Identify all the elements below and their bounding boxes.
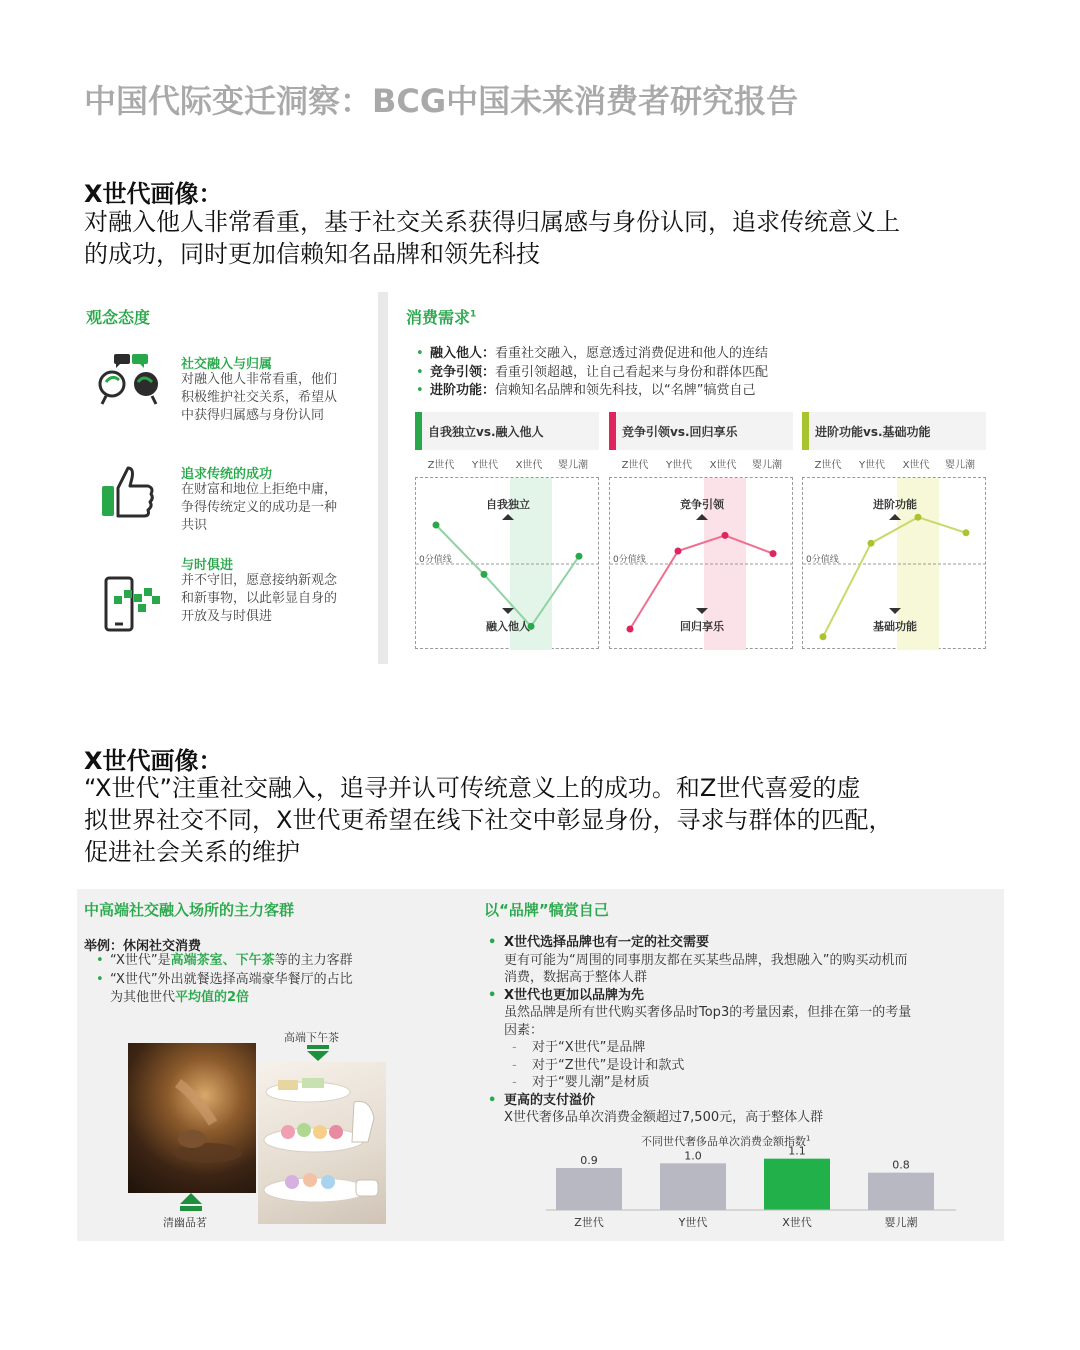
photo2-label: 高端下午茶 — [284, 1031, 339, 1044]
axis-bottom-label: 回归享乐 — [680, 620, 724, 633]
bar — [764, 1159, 830, 1210]
section2-heading: X世代画像： — [84, 747, 223, 775]
left-bullet-highlight: 平均值的2倍 — [175, 990, 250, 1005]
data-point — [722, 532, 729, 539]
generation-label: 婴儿潮 — [752, 460, 782, 471]
section2-body-line: “X世代”注重社交融入，追寻并认可传统意义上的成功。和Z世代喜爱的虚 — [84, 774, 861, 802]
down-arrow-icon — [307, 1045, 329, 1061]
needs-line-chart — [609, 477, 793, 649]
needs-panel — [802, 412, 986, 649]
needs-title-footnote: 1 — [470, 309, 477, 320]
generation-label: Z世代 — [814, 460, 842, 471]
needs-title — [406, 305, 476, 328]
left-bullet — [94, 952, 434, 971]
right-panel-title: 以“品牌”犒赏自己 — [484, 901, 609, 919]
afternoon-tea-photo — [258, 1062, 386, 1224]
axis-top-label: 竞争引领 — [680, 498, 724, 511]
needs-bullet-text: 信赖知名品牌和领先科技，以“名牌”犒赏自己 — [495, 383, 756, 398]
bar — [660, 1163, 726, 1210]
data-point — [820, 633, 827, 640]
generation-labels — [802, 456, 986, 471]
data-point — [868, 540, 875, 547]
section2-body — [84, 772, 892, 868]
attitude-line: 和新事物，以此彰显自身的 — [181, 591, 338, 606]
attitudes-title: 观念态度 — [86, 308, 151, 327]
right-bullet-text: 消费，数据高于整体人群 — [504, 970, 648, 985]
attitude-item-text — [181, 371, 337, 425]
generation-label: Z世代 — [427, 460, 455, 471]
attitude-line: 共识 — [181, 518, 208, 533]
generation-label: X世代 — [515, 460, 543, 471]
column-divider — [378, 292, 388, 664]
up-arrow-icon — [180, 1193, 202, 1213]
needs-bullets — [414, 345, 1014, 401]
bar — [556, 1168, 622, 1210]
data-point — [481, 571, 488, 578]
attitude-line: 积极维护社交关系，希望从 — [181, 390, 338, 405]
bar-value-label: 1.1 — [788, 1144, 806, 1158]
needs-line-chart — [802, 477, 986, 649]
data-point — [627, 626, 634, 633]
sub-bullet: - 对于“X世代”是品牌 — [512, 1040, 646, 1055]
data-point — [770, 550, 777, 557]
needs-panel — [415, 412, 599, 649]
needs-bullet-text: 看重引领超越，让自己看起来与身份和群体匹配 — [495, 364, 769, 380]
mobile-device-icon — [102, 576, 162, 632]
tea-photo — [128, 1043, 256, 1193]
section1-body-line: 对融入他人非常看重，基于社交关系获得归属感与身份认同，追求传统意义上 — [84, 208, 900, 236]
axis-bottom-label: 基础功能 — [873, 620, 917, 633]
left-panel-title: 中高端社交融入场所的主力客群 — [84, 901, 295, 919]
right-bullet-text: 因素： — [504, 1022, 544, 1038]
bar-value-label: 1.0 — [684, 1149, 702, 1163]
needs-bullet — [414, 382, 1014, 401]
bar-category-label: Z世代 — [574, 1216, 604, 1229]
bar-value-label: 0.8 — [892, 1158, 910, 1172]
series-line — [630, 535, 773, 629]
sub-bullet-text: 对于“X世代”是品牌 — [532, 1040, 646, 1055]
needs-bullet — [414, 345, 1014, 364]
generation-labels — [609, 456, 793, 471]
generation-label: X世代 — [902, 460, 930, 471]
axis-top-label: 进阶功能 — [873, 498, 917, 511]
bar-category-label: Y世代 — [678, 1216, 708, 1229]
bar-category-label: X世代 — [782, 1216, 812, 1229]
left-bullet-text: 为其他世代 — [110, 990, 176, 1005]
attitude-line: 并不守旧，愿意接纳新观念 — [181, 573, 338, 588]
example-label: 举例：休闲社交消费 — [84, 939, 202, 954]
needs-panel-title: 竞争引领vs.回归享乐 — [622, 424, 738, 439]
zero-line-label: 0分值线 — [613, 555, 646, 565]
needs-panel-accent — [802, 412, 809, 450]
zero-line-label: 0分值线 — [419, 555, 452, 565]
right-bullet-text: 虽然品牌是所有世代购买奢侈品时Top3的考量因素，但排在第一的考量 — [504, 1005, 912, 1020]
bar-value-label: 0.9 — [580, 1154, 598, 1167]
generation-label: 婴儿潮 — [558, 460, 588, 471]
needs-panel-title: 进阶功能vs.基础功能 — [815, 424, 931, 439]
needs-panel-accent — [415, 412, 422, 450]
right-bullet-title-text: 更高的支付溢价 — [504, 1092, 596, 1108]
needs-panel-accent — [609, 412, 616, 450]
needs-bullet-bold: 融入他人： — [430, 346, 496, 361]
generation-label: Z世代 — [621, 460, 649, 471]
right-bullet-title: • X世代也更加以品牌为先 — [488, 987, 645, 1003]
right-bullet-title-text: X世代选择品牌也有一定的社交需要 — [504, 935, 710, 950]
needs-bullet-bold: 进阶功能： — [430, 383, 496, 398]
attitude-line: 对融入他人非常看重，他们 — [181, 372, 338, 387]
data-point — [675, 548, 682, 555]
generation-labels — [415, 456, 599, 471]
attitude-item-text — [181, 481, 337, 535]
left-bullet-highlight: 高端茶室、下午茶 — [170, 953, 275, 968]
right-bullet-text: 更有可能为“周围的同事朋友都在买某些品牌，我想融入”的购买动机而 — [504, 952, 908, 968]
attitude-item-text — [181, 572, 337, 626]
bar-chart — [536, 1142, 976, 1234]
needs-panel-header — [802, 412, 986, 450]
generation-label: Y世代 — [665, 460, 693, 471]
report-title: 中国代际变迁洞察：BCG中国未来消费者研究报告 — [84, 82, 799, 120]
attitude-item-title: 追求传统的成功 — [181, 467, 273, 482]
thumbs-up-icon — [100, 464, 156, 520]
axis-bottom-label: 融入他人 — [486, 620, 530, 633]
attitude-line: 争得传统定义的成功是一种 — [181, 500, 338, 515]
section2-body-line: 拟世界社交不同，X世代更希望在线下社交中彰显身份，寻求与群体的匹配， — [84, 806, 893, 834]
generation-label: X世代 — [709, 460, 737, 471]
bar-chart-title-footnote: 1 — [806, 1134, 811, 1143]
right-bullet-text: X世代奢侈品单次消费金额超过7,500元，高于整体人群 — [504, 1110, 824, 1125]
social-people-icon — [92, 352, 164, 408]
section2-body-line: 促进社会关系的维护 — [84, 838, 300, 866]
section1-body-line: 的成功，同时更加信赖知名品牌和领先科技 — [84, 240, 540, 268]
photo1-label: 清幽品茗 — [163, 1216, 207, 1229]
left-bullet — [94, 971, 434, 1008]
right-bullet-title-text: X世代也更加以品牌为先 — [504, 987, 645, 1003]
left-panel-bullets — [94, 952, 434, 1008]
generation-label: 婴儿潮 — [945, 460, 975, 471]
right-bullet-title: • X世代选择品牌也有一定的社交需要 — [488, 935, 710, 950]
axis-top-label: 自我独立 — [486, 498, 530, 511]
sub-bullet: - 对于“Z世代”是设计和款式 — [512, 1057, 685, 1073]
needs-line-chart — [415, 477, 599, 649]
attitude-line: 开放及与时俱进 — [181, 609, 273, 624]
attitude-item-title: 与时俱进 — [181, 558, 234, 573]
section1-heading: X世代画像： — [84, 180, 223, 208]
needs-bullet-bold: 竞争引领： — [430, 364, 496, 380]
needs-bullet — [414, 364, 1014, 383]
attitude-line: 中获得归属感与身份认同 — [181, 408, 325, 423]
attitude-item-title: 社交融入与归属 — [181, 357, 273, 372]
left-bullet-text: 等的主力客群 — [274, 953, 353, 968]
generation-label: Y世代 — [858, 460, 886, 471]
left-bullet-text: “X世代”是 — [110, 953, 171, 968]
bar — [868, 1173, 934, 1210]
zero-line-label: 0分值线 — [806, 555, 839, 565]
needs-bullet-text: 看重社交融入，愿意透过消费促进和他人的连结 — [495, 346, 769, 361]
needs-title-text: 消费需求 — [406, 308, 471, 327]
sub-bullet-text: 对于“婴儿潮”是材质 — [532, 1075, 650, 1090]
data-point — [915, 514, 922, 521]
data-point — [963, 529, 970, 536]
needs-panel — [609, 412, 793, 649]
sub-bullet: - 对于“婴儿潮”是材质 — [512, 1075, 650, 1090]
needs-panel-header — [609, 412, 793, 450]
data-point — [433, 522, 440, 529]
section1-body — [84, 206, 900, 270]
right-bullet-title: • 更高的支付溢价 — [488, 1092, 596, 1108]
bar-category-label: 婴儿潮 — [884, 1216, 918, 1229]
right-panel-content — [486, 934, 998, 1127]
needs-panel-title: 自我独立vs.融入他人 — [428, 424, 544, 439]
left-bullet-text: “X世代”外出就餐选择高端豪华餐厅的占比 — [110, 971, 353, 987]
generation-label: Y世代 — [471, 460, 499, 471]
sub-bullet-text: 对于“Z世代”是设计和款式 — [532, 1057, 685, 1073]
attitude-line: 在财富和地位上拒绝中庸， — [181, 482, 338, 497]
needs-panel-header — [415, 412, 599, 450]
data-point — [576, 553, 583, 560]
bar-chart-title-text: 不同世代奢侈品单次消费金额指数 — [641, 1135, 806, 1148]
